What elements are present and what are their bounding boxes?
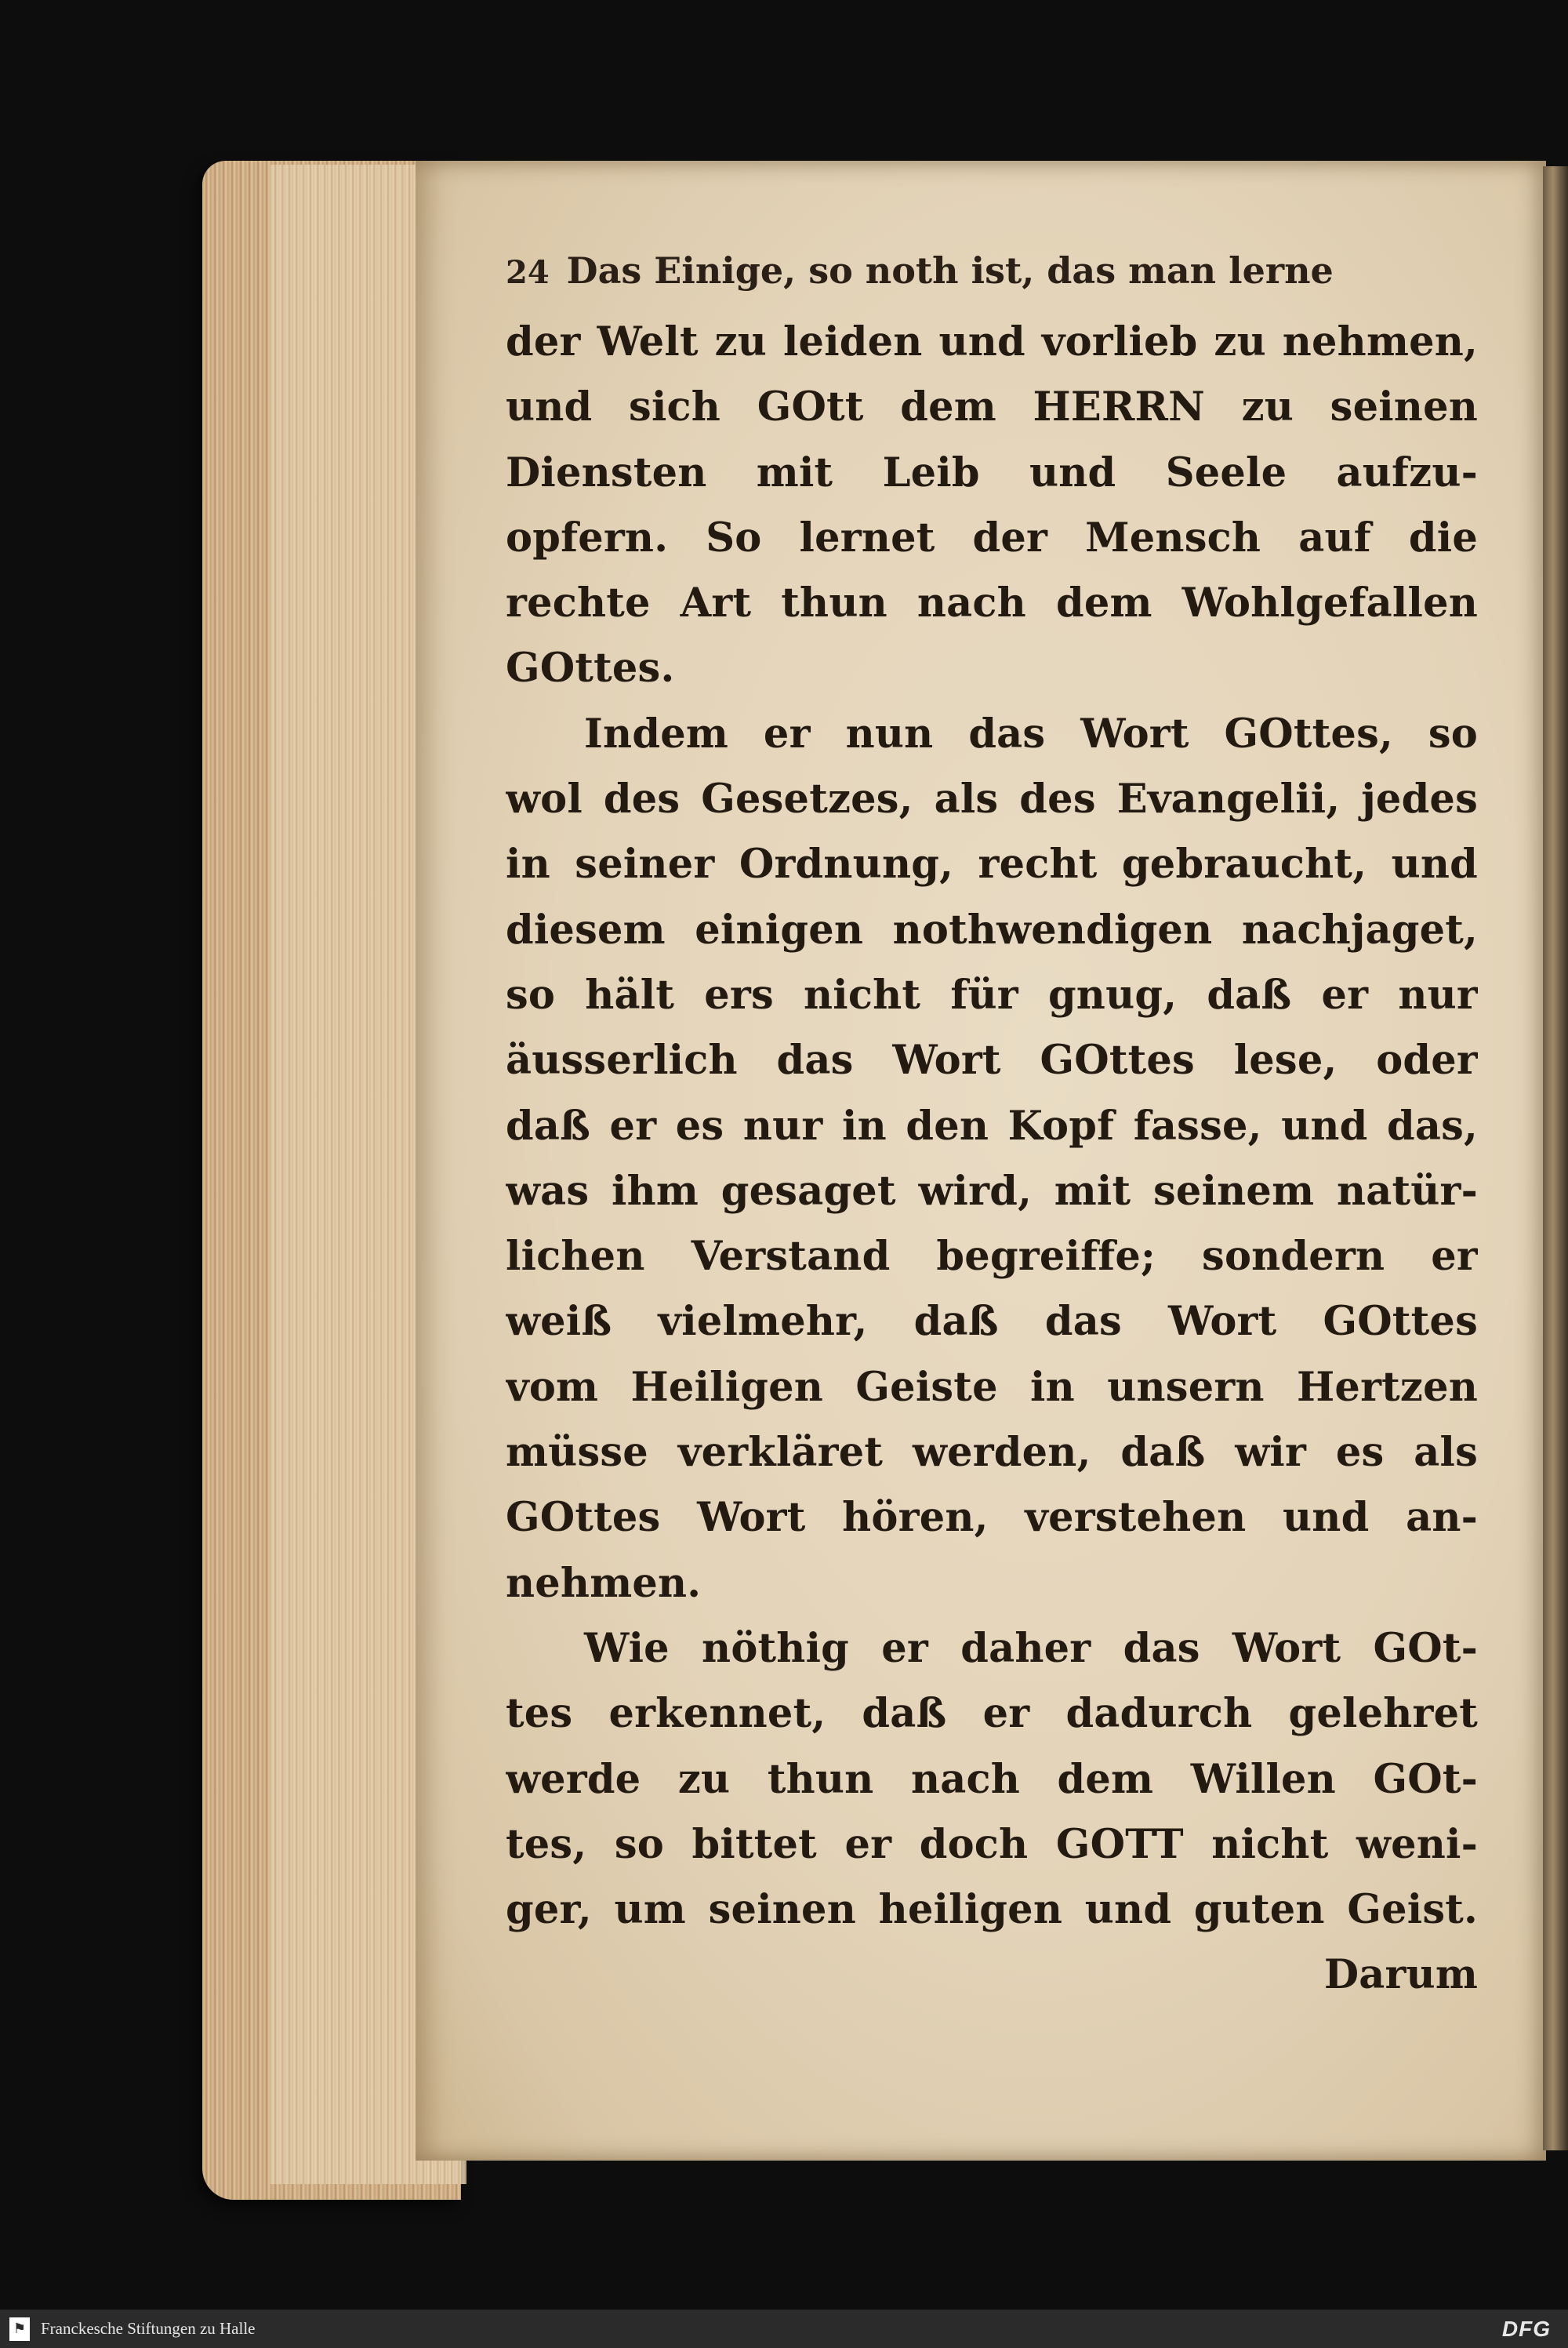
text-line: GOttes.: [506, 645, 675, 692]
viewer-footer: [0, 2310, 1568, 2348]
text-line: tes erkennet, daß er dadurch gelehret: [506, 1690, 1478, 1738]
text-line: weiß vielmehr, daß das Wort GOttes: [506, 1298, 1478, 1346]
text-line: GOttes Wort hören, verstehen und an-: [506, 1494, 1478, 1542]
catchword: Darum: [1323, 1951, 1478, 1999]
text-line: nehmen.: [506, 1559, 702, 1607]
text-line: ger, um seinen heiligen und guten Geist.: [506, 1886, 1478, 1934]
dfg-logo[interactable]: DFG: [1501, 2316, 1551, 2341]
text-line: und sich GOtt dem HERRN zu seinen: [506, 383, 1478, 431]
text-line: in seiner Ordnung, recht gebraucht, und: [506, 841, 1478, 889]
text-line: rechte Art thun nach dem Wohlgefallen: [506, 580, 1478, 627]
page-number: 24: [506, 254, 550, 291]
text-line: wol des Gesetzes, als des Evangelii, jedes: [506, 776, 1478, 823]
text-line: diesem einigen nothwendigen nachjaget,: [506, 906, 1478, 954]
body-text: [506, 310, 1478, 2008]
text-line: werde zu thun nach dem Willen GOt-: [506, 1755, 1478, 1803]
text-line: Indem er nun das Wort GOttes, so: [584, 710, 1478, 758]
text-line: Diensten mit Leib und Seele aufzu-: [506, 449, 1478, 496]
running-head: [506, 249, 1486, 292]
text-line: daß er es nur in den Kopf fasse, und das,: [506, 1102, 1478, 1150]
footer-institution-name[interactable]: Franckesche Stiftungen zu Halle: [41, 2319, 256, 2338]
text-line: vom Heiligen Geiste in unsern Hertzen: [506, 1363, 1478, 1411]
footer-institution-group: [9, 2317, 256, 2341]
running-head-title: Das Einige, so noth ist, das man lerne: [566, 249, 1334, 292]
text-line: äusserlich das Wort GOttes lese, oder: [506, 1037, 1478, 1085]
text-line: opfern. So lernet der Mensch auf die: [506, 514, 1478, 562]
text-line: lichen Verstand begreiffe; sondern er: [506, 1233, 1478, 1281]
text-line: tes, so bittet er doch GOTT nicht weni-: [506, 1820, 1478, 1868]
text-line: so hält ers nicht für gnug, daß er nur: [506, 971, 1478, 1019]
text-line: müsse verkläret werden, daß wir es als: [506, 1429, 1478, 1477]
text-line: Wie nöthig er daher das Wort GOt-: [584, 1624, 1478, 1672]
book-gutter: [1543, 166, 1568, 2150]
text-line: was ihm gesaget wird, mit seinem natür-: [506, 1167, 1478, 1215]
franckesche-stiftungen-logo-icon[interactable]: ⚑: [9, 2317, 30, 2341]
text-line: der Welt zu leiden und vorlieb zu nehmen,: [506, 318, 1478, 365]
